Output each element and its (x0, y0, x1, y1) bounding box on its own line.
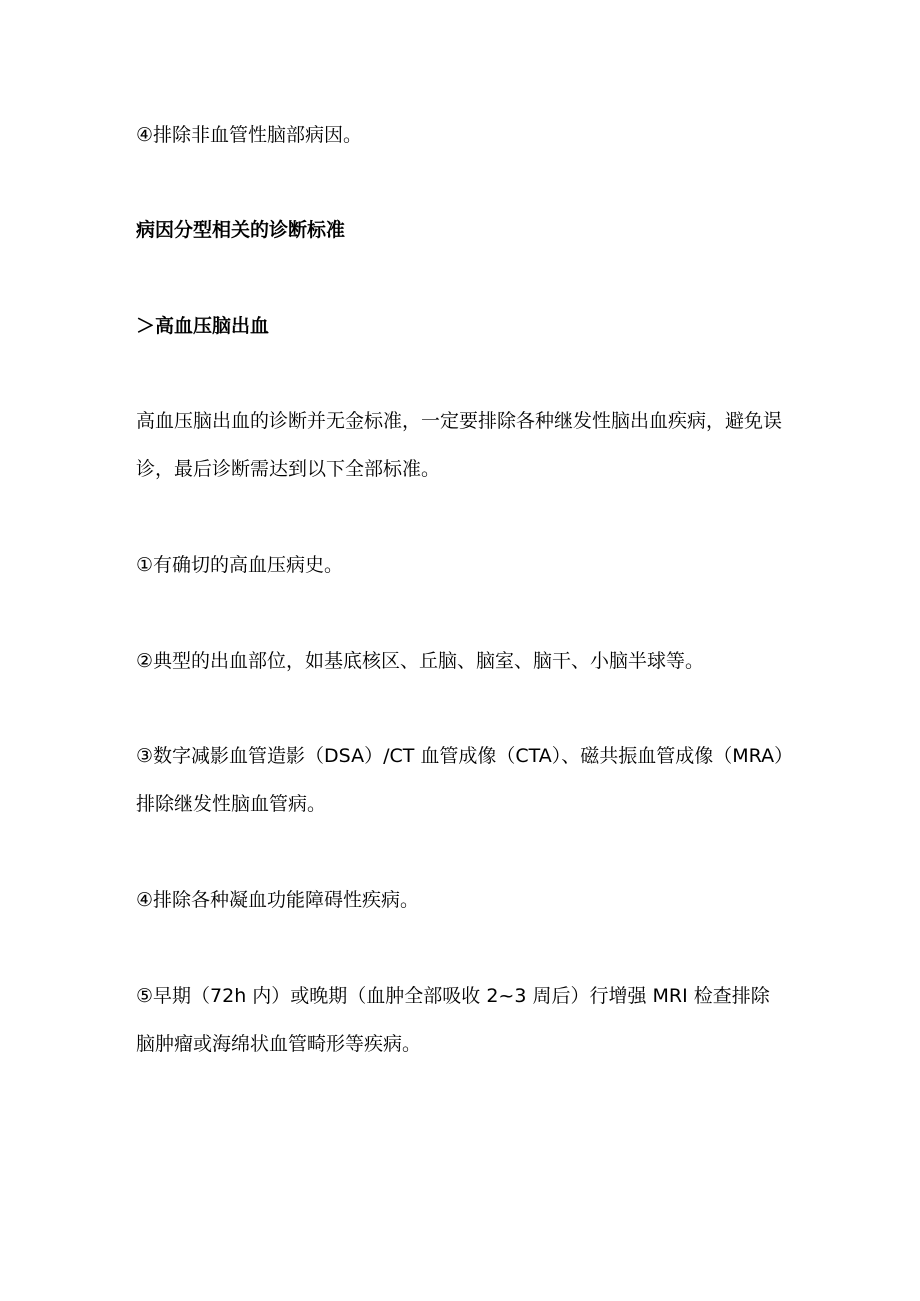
section-heading-etiology-criteria: 病因分型相关的诊断标准 (136, 219, 346, 241)
subsection-heading-hypertensive-hemorrhage: ＞高血压脑出血 (136, 315, 270, 337)
criterion-4: ④排除各种凝血功能障碍性疾病。 (136, 889, 420, 911)
criterion-2: ②典型的出血部位，如基底核区、丘脑、脑室、脑干、小脑半球等。 (136, 650, 705, 672)
criterion-3: ③数字减影血管造影（DSA）/CT 血管成像（CTA）、磁共振血管成像（MRA）排除继发性脑血管病。 (136, 745, 784, 815)
paragraph-exclude-nonvascular-causes: ④排除非血管性脑部病因。 (136, 124, 363, 146)
criterion-5: ⑤早期（72h 内）或晚期（血肿全部吸收 2~3 周后）行增强 MRI 检查排除脑肿瘤或海绵状血管畸形等疾病。 (136, 985, 770, 1055)
criterion-1: ①有确切的高血压病史。 (136, 554, 344, 576)
paragraph-intro-criteria: 高血压脑出血的诊断并无金标准，一定要排除各种继发性脑出血疾病，避免误诊，最后诊断需达到以下全部标准。 (136, 410, 783, 480)
